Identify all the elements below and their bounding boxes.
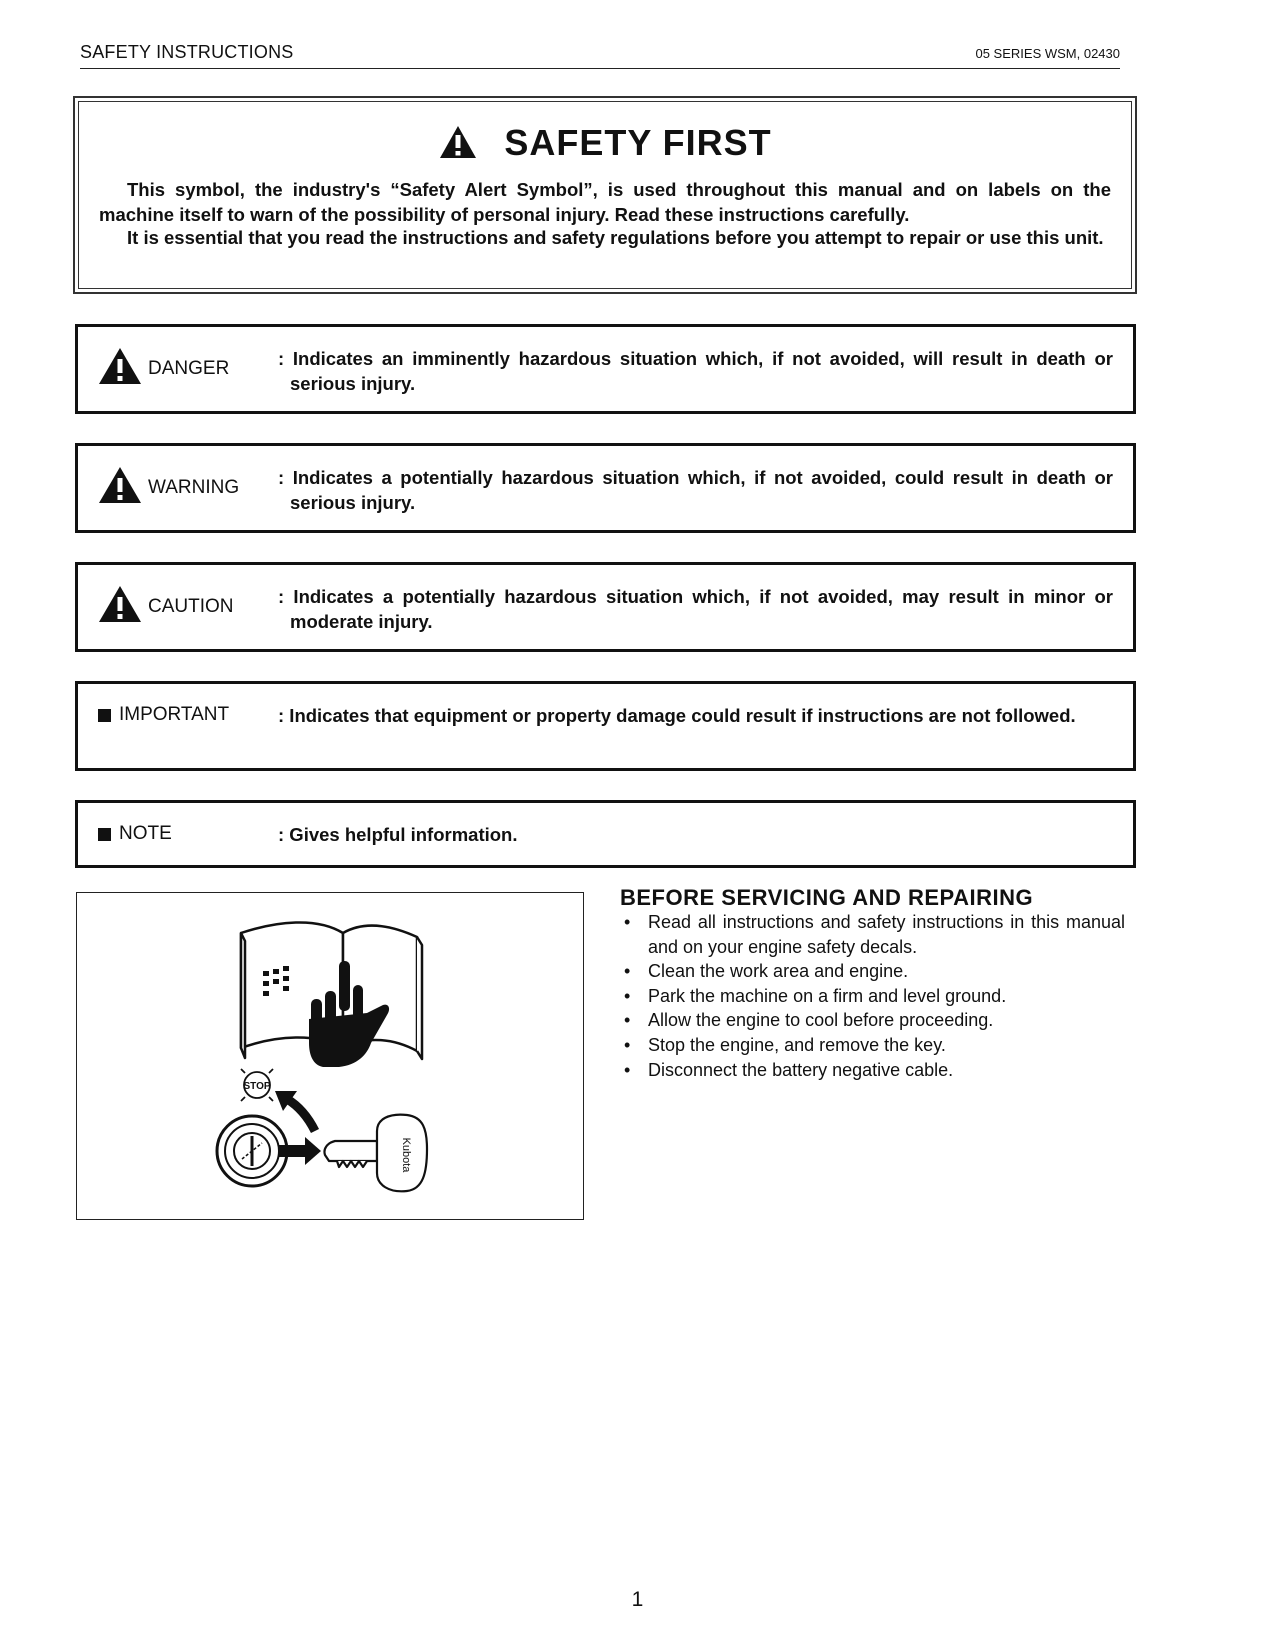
important-text: : Indicates that equipment or property damage could result if instructions are not followed. xyxy=(278,705,1076,726)
caution-text: : Indicates a potentially hazardous situation which, if not avoided, may result in minor or moderate injury. xyxy=(278,586,1113,632)
danger-text: : Indicates an imminently hazardous situation which, if not avoided, will result in death or serious injury. xyxy=(278,348,1113,394)
key-brand-label: Kubota xyxy=(400,1137,412,1173)
caution-label: CAUTION xyxy=(148,596,234,617)
list-item: • Allow the engine to cool before proceeding. xyxy=(620,1008,1125,1033)
important-label: IMPORTANT xyxy=(119,704,230,725)
page-header xyxy=(80,42,1120,69)
list-item: • Stop the engine, and remove the key. xyxy=(620,1033,1125,1058)
caution-definition-box xyxy=(75,562,1136,652)
safety-alert-icon xyxy=(98,585,142,629)
safety-first-heading xyxy=(79,122,1131,169)
note-label: NOTE xyxy=(119,823,172,844)
manual-reference: 05 SERIES WSM, 02430 xyxy=(975,46,1120,61)
danger-label: DANGER xyxy=(148,358,230,379)
list-item: • Park the machine on a firm and level ground. xyxy=(620,984,1125,1009)
servicing-illustration xyxy=(76,892,584,1220)
danger-definition-box xyxy=(75,324,1136,414)
turn-off-arrow-icon xyxy=(287,1099,315,1131)
note-text: : Gives helpful information. xyxy=(278,824,518,845)
safety-first-title: SAFETY FIRST xyxy=(504,122,772,163)
list-item: • Read all instructions and safety instructions in this manual and on your engine safety decals. xyxy=(620,910,1125,959)
safety-alert-icon xyxy=(438,124,478,169)
safety-first-paragraph-1: This symbol, the industry's “Safety Alert Symbol”, is used throughout this manual and on labels on the machine itself to warn of the possibility of personal injury. Read these instructions carefully. xyxy=(99,179,1111,225)
page-number: 1 xyxy=(631,1588,644,1611)
before-servicing-title: BEFORE SERVICING AND REPAIRING xyxy=(620,885,1034,910)
note-definition-box xyxy=(75,800,1136,868)
manual-and-key-illustration xyxy=(77,893,582,1218)
square-bullet-icon xyxy=(98,828,111,841)
safety-alert-icon xyxy=(98,466,142,510)
safety-alert-icon xyxy=(98,347,142,391)
square-bullet-icon xyxy=(98,709,111,722)
section-title-header: SAFETY INSTRUCTIONS xyxy=(80,42,294,62)
before-servicing-list xyxy=(620,910,1125,1082)
safety-first-box xyxy=(73,96,1137,294)
list-item: • Clean the work area and engine. xyxy=(620,959,1125,984)
warning-text: : Indicates a potentially hazardous situation which, if not avoided, could result in death or serious injury. xyxy=(278,467,1113,513)
safety-first-paragraph-2: It is essential that you read the instructions and safety regulations before you attempt to repair or use this unit. xyxy=(127,227,1104,248)
warning-label: WARNING xyxy=(148,477,240,498)
list-item: • Disconnect the battery negative cable. xyxy=(620,1058,1125,1083)
important-definition-box xyxy=(75,681,1136,771)
ignition-switch-icon xyxy=(217,1116,287,1186)
warning-definition-box xyxy=(75,443,1136,533)
stop-label: STOP xyxy=(243,1081,271,1092)
